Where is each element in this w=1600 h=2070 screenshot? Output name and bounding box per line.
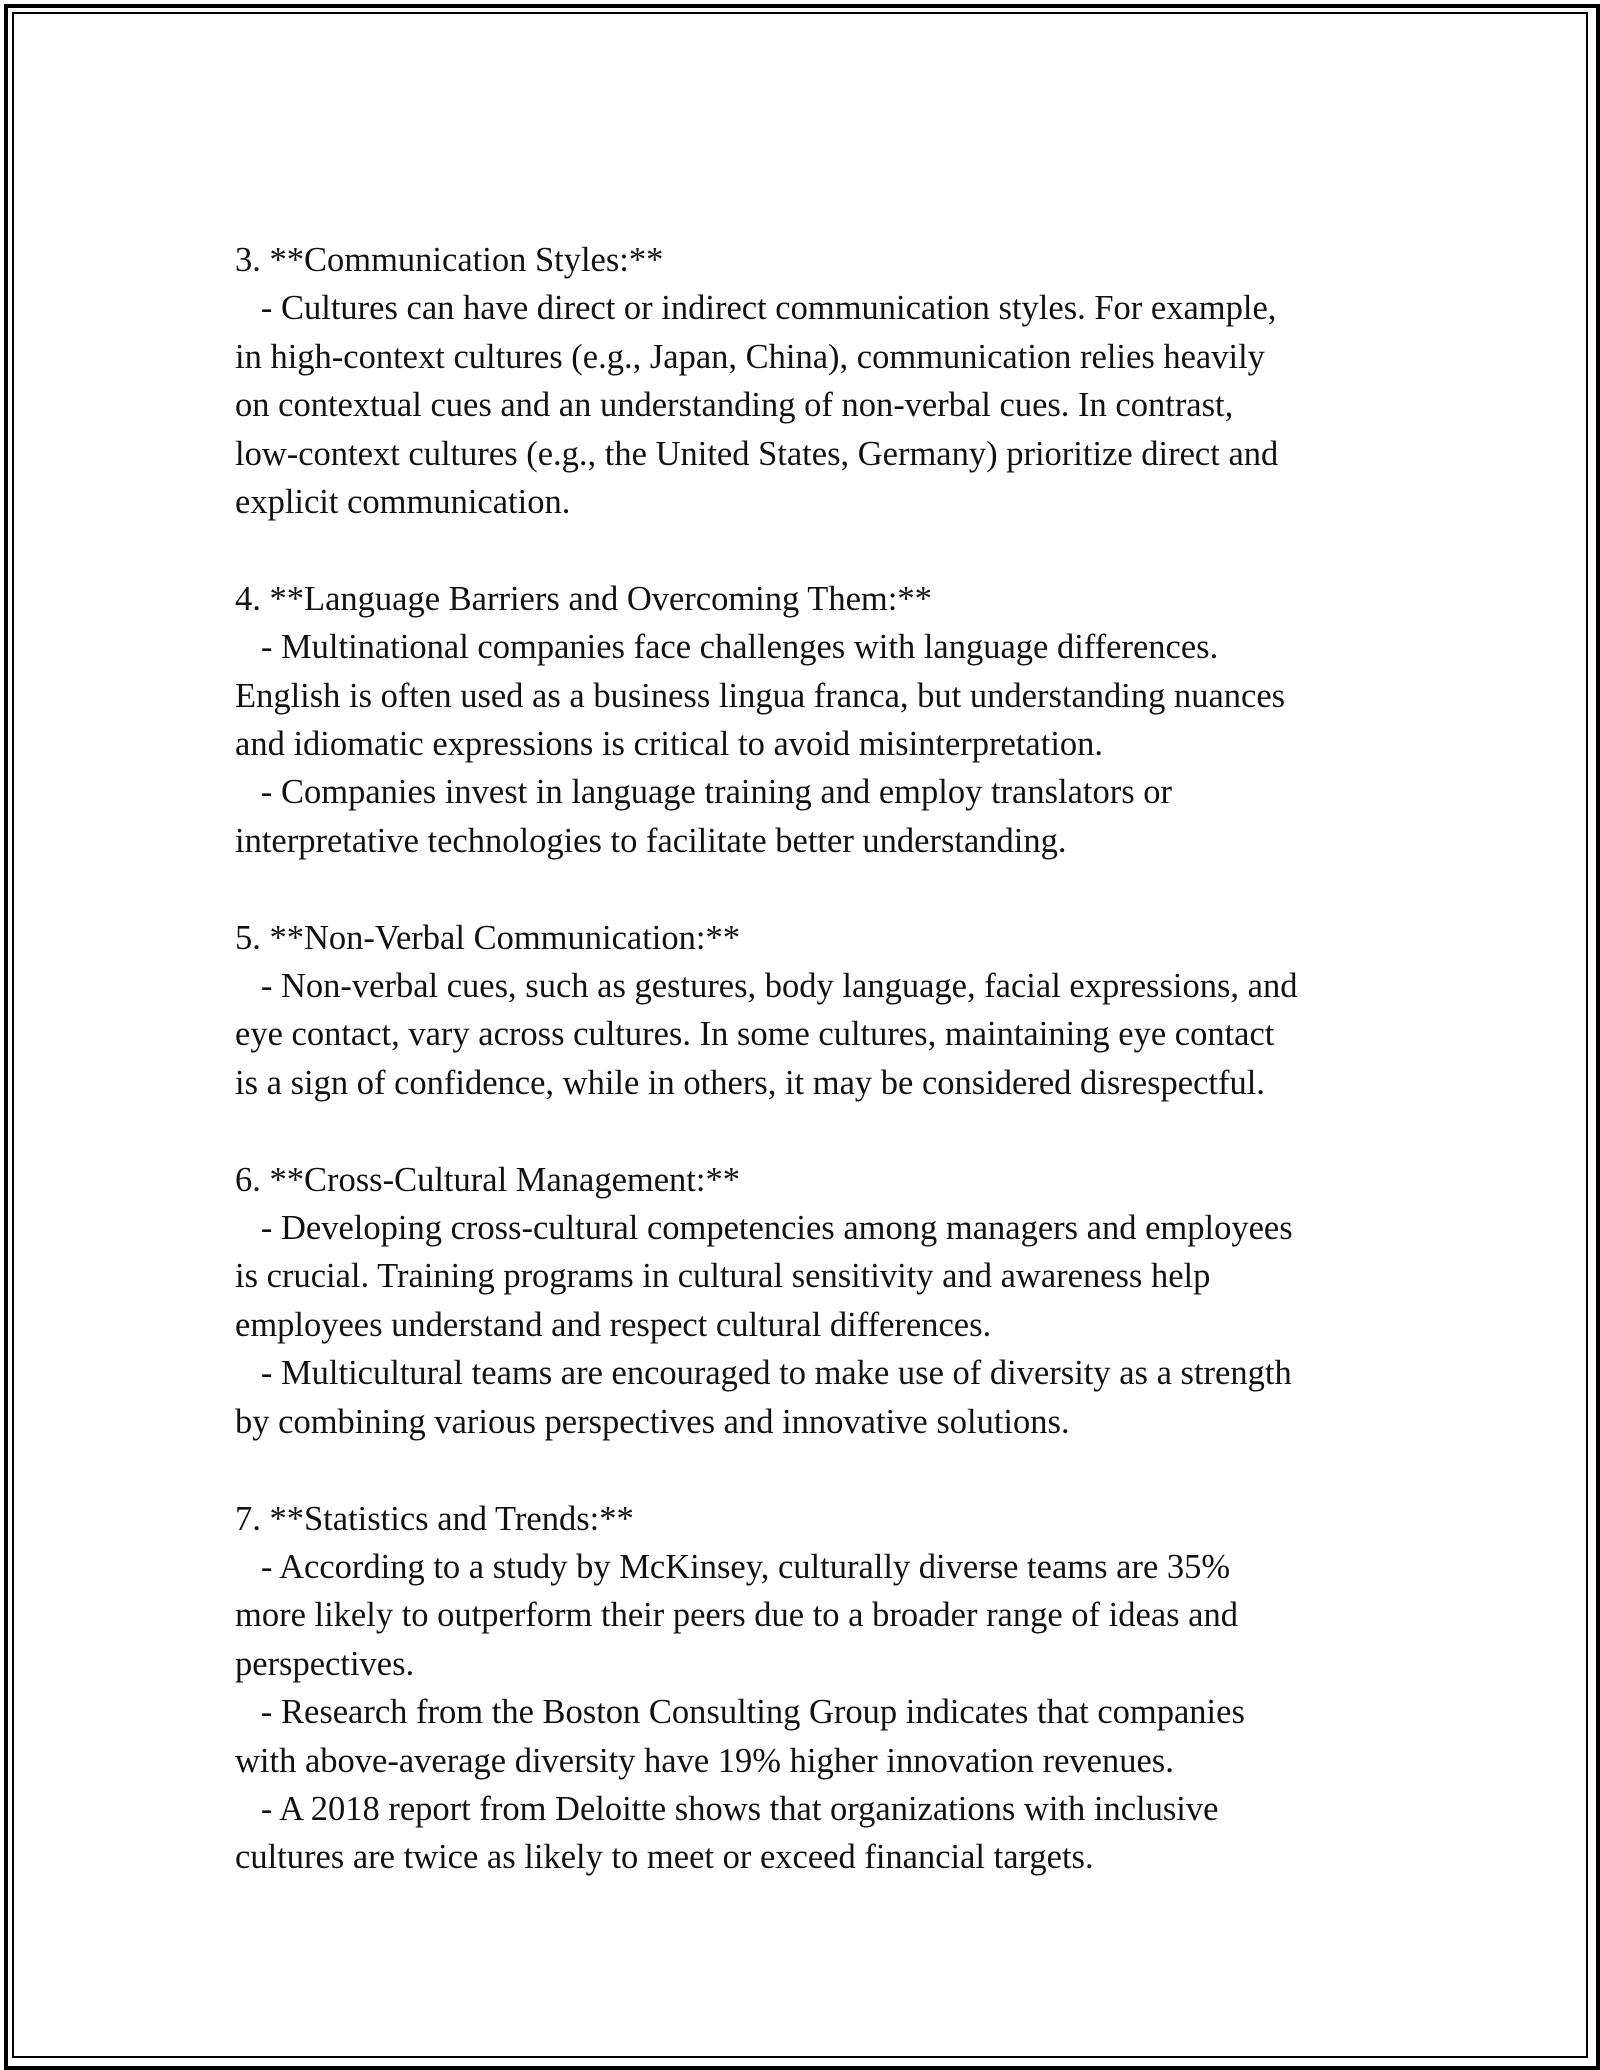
text-line: - According to a study by McKinsey, culturally diverse teams are 35% — [235, 1547, 1231, 1586]
section-heading: 7. **Statistics and Trends:** — [235, 1499, 634, 1538]
section-statistics-and-trends — [235, 1495, 1395, 1882]
section-heading: 4. **Language Barriers and Overcoming Them:** — [235, 579, 932, 618]
text-line: - Multinational companies face challenges with language differences. — [235, 628, 1219, 667]
section-communication-styles — [235, 236, 1395, 526]
text-line: on contextual cues and an understanding of non-verbal cues. In contrast, — [235, 386, 1234, 425]
text-line: in high-context cultures (e.g., Japan, China), communication relies heavily — [235, 337, 1265, 376]
section-language-barriers — [235, 575, 1395, 865]
document-body — [235, 236, 1395, 1930]
section-non-verbal-communication — [235, 914, 1395, 1108]
section-heading: 6. **Cross-Cultural Management:** — [235, 1160, 740, 1199]
text-line: by combining various perspectives and innovative solutions. — [235, 1402, 1070, 1441]
text-line: employees understand and respect cultural differences. — [235, 1305, 992, 1344]
text-line: - Developing cross-cultural competencies among managers and employees — [235, 1209, 1293, 1248]
text-line: with above-average diversity have 19% higher innovation revenues. — [235, 1741, 1174, 1780]
text-line: is a sign of confidence, while in others, it may be considered disrespectful. — [235, 1063, 1265, 1102]
text-line: eye contact, vary across cultures. In some cultures, maintaining eye contact — [235, 1015, 1275, 1054]
section-cross-cultural-management — [235, 1156, 1395, 1446]
text-line: cultures are twice as likely to meet or exceed financial targets. — [235, 1838, 1094, 1877]
text-line: English is often used as a business lingua franca, but understanding nuances — [235, 676, 1286, 715]
text-line: interpretative technologies to facilitate better understanding. — [235, 821, 1067, 860]
section-heading: 3. **Communication Styles:** — [235, 241, 664, 279]
text-line: low-context cultures (e.g., the United States, Germany) prioritize direct and — [235, 434, 1279, 473]
text-line: - Cultures can have direct or indirect communication styles. For example, — [235, 289, 1277, 328]
text-line: - Companies invest in language training and employ translators or — [235, 773, 1173, 812]
text-line: and idiomatic expressions is critical to avoid misinterpretation. — [235, 725, 1104, 764]
text-line: perspectives. — [235, 1644, 415, 1683]
text-line: - Multicultural teams are encouraged to make use of diversity as a strength — [235, 1354, 1292, 1393]
text-line: more likely to outperform their peers due to a broader range of ideas and — [235, 1596, 1238, 1635]
text-line: - A 2018 report from Deloitte shows that organizations with inclusive — [235, 1789, 1219, 1828]
section-heading: 5. **Non-Verbal Communication:** — [235, 918, 740, 957]
text-line: is crucial. Training programs in cultural sensitivity and awareness help — [235, 1257, 1211, 1296]
text-line: - Research from the Boston Consulting Group indicates that companies — [235, 1693, 1245, 1732]
text-line: explicit communication. — [235, 483, 571, 522]
text-line: - Non-verbal cues, such as gestures, body language, facial expressions, and — [235, 967, 1298, 1006]
